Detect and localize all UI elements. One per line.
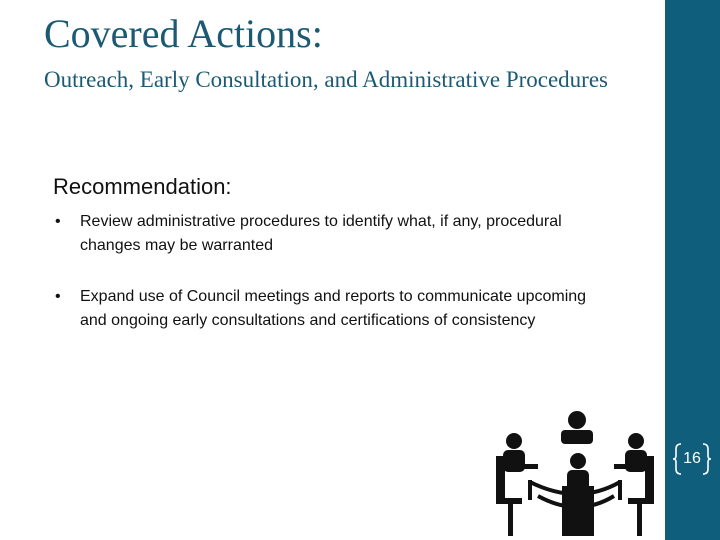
slide-title: Covered Actions: bbox=[44, 11, 323, 56]
bullet-text: Review administrative procedures to identify what, if any, procedural changes may be warranted bbox=[80, 213, 562, 254]
bullet-marker: • bbox=[55, 213, 61, 230]
page-number-text: 16 bbox=[683, 450, 701, 467]
bullet-item bbox=[53, 285, 613, 333]
recommendation-heading: Recommendation: bbox=[53, 174, 232, 199]
bullet-marker: • bbox=[55, 288, 61, 305]
page-number bbox=[672, 440, 712, 478]
bullet-item bbox=[53, 210, 613, 258]
bullet-text: Expand use of Council meetings and reports to communicate upcoming and ongoing early consultations and certifications of consistency bbox=[80, 288, 587, 329]
bullet-list bbox=[53, 210, 613, 360]
slide-subtitle: Outreach, Early Consultation, and Administrative Procedures bbox=[44, 67, 609, 92]
meeting-icon bbox=[468, 406, 664, 538]
